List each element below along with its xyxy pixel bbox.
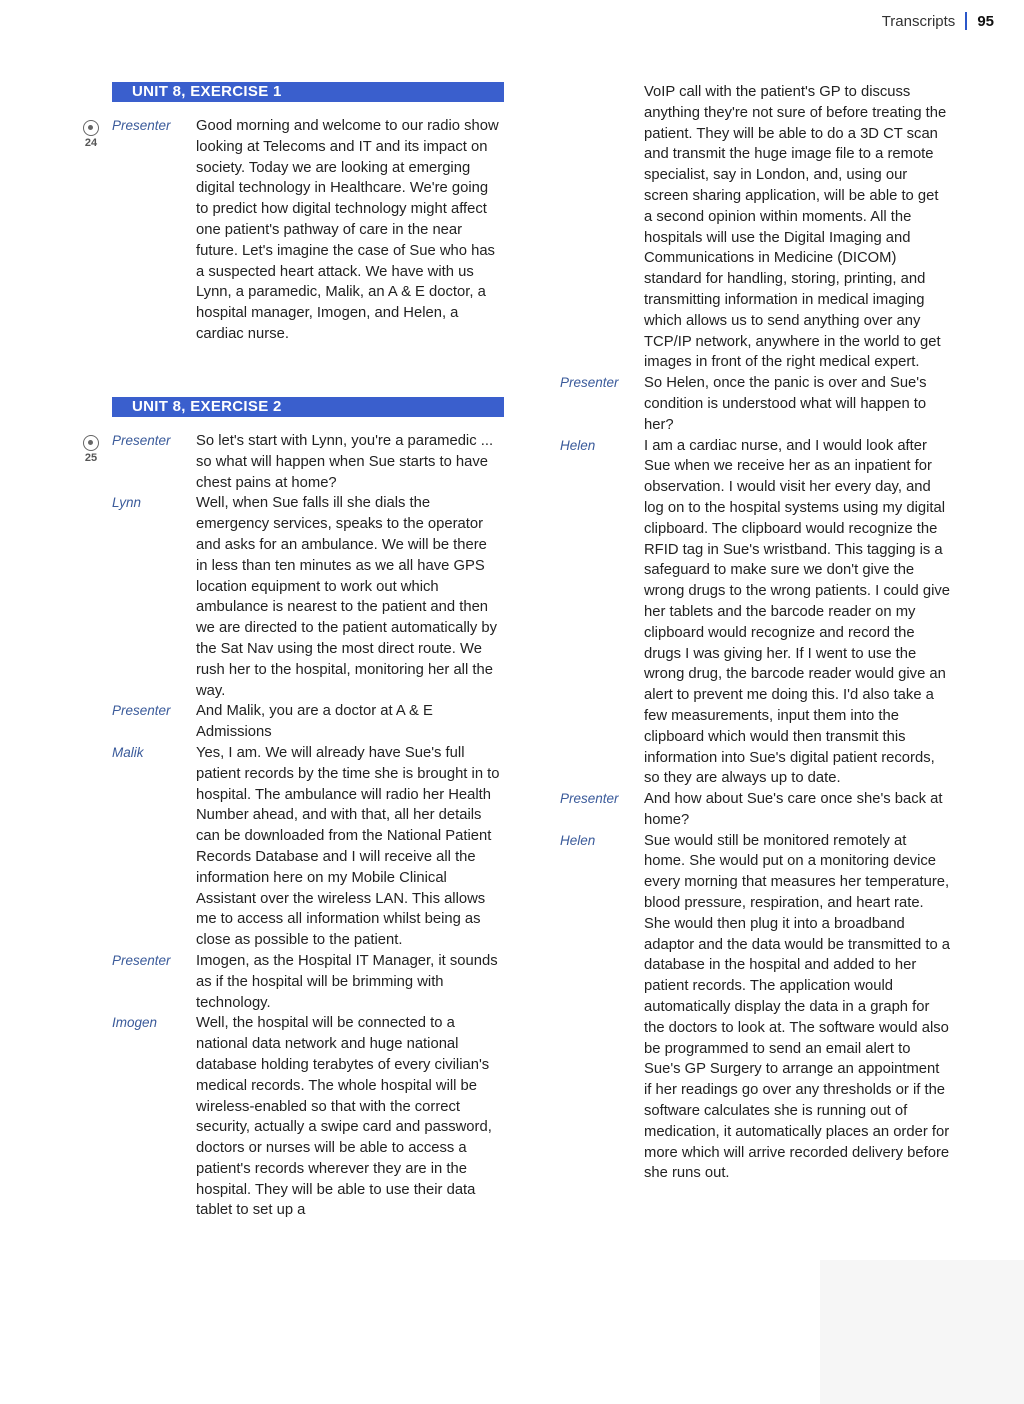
page-header <box>882 12 994 30</box>
speech-text: Sue would still be monitored remotely at home. She would put on a monitoring device every morning that measures her temperature, blood pressure, respiration, and heart rate. She would then plug it into a broadband adaptor and the data would be transmitted to a database in the hospital and added to her patient records. The application would automatically display the data in a graph for the doctors to look at. The software would also be programmed to send an email alert to Sue's GP Surgery to arrange an appointment if her readings go over any thresholds or if the software calculates she is running out of medication, it automatically places an order for more which will arrive recorded delivery before she runs out. <box>644 832 951 1182</box>
exercise-2-banner: UNIT 8, EXERCISE 2 <box>112 397 504 417</box>
speech-text: Yes, I am. We will already have Sue's full patient records by the time she is brought in to hospital. The ambulance will radio her Health Number ahead, and with that, all her details can be downloaded from the National Patient Records Database and I will receive all the information here on my Mobile Clinical Assistant over the wireless LAN. This allows me to access all information whilst being as close as possible to the patient. <box>196 744 500 949</box>
section-title: Transcripts <box>881 12 956 30</box>
transcript-entry <box>112 951 502 1013</box>
speaker-name: Presenter <box>112 118 171 133</box>
speech-text: Well, when Sue falls ill she dials the emergency services, speaks to the operator and asks for an ambulance. We will be there in less than ten minutes as we all have GPS location equipment to work out which ambulance is nearest to the patient and then we are directed to the patient automatically by the Sat Nav using the most direct route. We rush her to the hospital, monitoring her all the way. <box>196 495 498 699</box>
exercise-1-transcript <box>112 116 502 345</box>
header-divider <box>965 12 967 30</box>
transcript-entry <box>560 789 950 831</box>
exercise-1-banner: UNIT 8, EXERCISE 1 <box>112 82 504 102</box>
cd-icon <box>83 435 99 451</box>
speaker-name: Presenter <box>560 375 619 391</box>
speech-text: So let's start with Lynn, you're a paramedic ... so what will happen when Sue starts to have chest pains at home? <box>196 433 494 491</box>
blank-area-shaded <box>820 1260 1024 1404</box>
transcript-entry <box>560 831 950 1185</box>
transcript-continuation <box>560 82 950 373</box>
cd-icon <box>83 120 99 136</box>
speaker-name: Presenter <box>112 952 171 968</box>
speech-text: Good morning and welcome to our radio show looking at Telecoms and IT and its impact on society. Today we are looking at emerging digital technology in Healthcare. We're going to predict how digital technology might affect one patient's pathway of care in the near future. Let's imagine the case of Sue who has a suspected heart attack. We have with us Lynn, a paramedic, Malik, an A & E doctor, a hospital manager, Imogen, and Helen, a cardiac nurse. <box>196 118 499 342</box>
speaker-name: Presenter <box>112 433 171 448</box>
speech-text: So Helen, once the panic is over and Sue's condition is understood what will happen to her? <box>644 375 927 433</box>
speaker-name: Presenter <box>560 791 619 807</box>
transcript-entry <box>112 116 502 345</box>
transcript-entry <box>112 493 502 701</box>
speaker-spacer <box>560 82 644 373</box>
speech-text: And how about Sue's care once she's back at home? <box>644 791 943 828</box>
speaker-name: Helen <box>560 437 596 453</box>
transcript-entry <box>112 701 502 743</box>
track-number: 25 <box>84 452 98 464</box>
speech-text: I am a cardiac nurse, and I would look after Sue when we receive her as an inpatient for observation. I would visit her every day, and log on to the hospital systems using my digital clipboard. The clipboard would recognize the RFID tag in Sue's wristband. This tagging is a safeguard to make sure we don't give the wrong drugs to the wrong patients. I could give her tablets and the barcode reader on my clipboard would recognize and record the drugs I was giving her. If I went to use the wrong drug, the barcode reader would give an alert to prevent me doing this. I'd also take a few measurements, input them into the clipboard which would then transmit this information into Sue's digital patient records, so they are always up to date. <box>644 437 950 787</box>
speech-text: Well, the hospital will be connected to a national data network and huge national database holding terabytes of every civilian's medical records. The whole hospital will be wireless-enabled so that with the correct security, actually a swipe card and password, doctors or nurses will be able to access a patient's records wherever they are in the hospital. They will be able to use their data tablet to set up a <box>196 1015 492 1219</box>
audio-track-24[interactable] <box>80 120 102 149</box>
blank-area <box>0 1260 820 1404</box>
transcript-entry <box>112 743 502 951</box>
speech-text: Imogen, as the Hospital IT Manager, it sounds as if the hospital will be brimming with technology. <box>196 952 498 1011</box>
exercise-2-transcript-right <box>560 82 950 1184</box>
speaker-name: Imogen <box>112 1015 158 1031</box>
exercise-2-transcript-left <box>112 431 502 1221</box>
speaker-name: Malik <box>112 744 144 760</box>
speech-text: VoIP call with the patient's GP to discuss anything they're not sure of before treating the patient. They will be able to do a 3D CT scan and transmit the huge image file to a remote specialist, say in London, and, using our screen sharing application, will be able to get a second opinion within moments. All the hospitals will use the Digital Imaging and Communications in Medicine (DICOM) standard for handling, storing, printing, and transmitting information in medical imaging which allows us to send anything over any TCP/IP network, anywhere in the world to get images in front of the right medical expert. <box>644 84 947 371</box>
transcript-entry <box>112 1013 502 1221</box>
transcript-entry <box>560 373 950 435</box>
speaker-name: Presenter <box>112 703 171 719</box>
audio-track-25[interactable] <box>80 435 102 464</box>
transcript-entry <box>112 431 502 493</box>
track-number: 24 <box>84 137 98 149</box>
page-number: 95 <box>977 12 994 30</box>
speaker-name: Helen <box>560 832 596 848</box>
speaker-name: Lynn <box>112 495 142 511</box>
transcript-entry <box>560 436 950 790</box>
speech-text: And Malik, you are a doctor at A & E Admissions <box>196 703 433 741</box>
